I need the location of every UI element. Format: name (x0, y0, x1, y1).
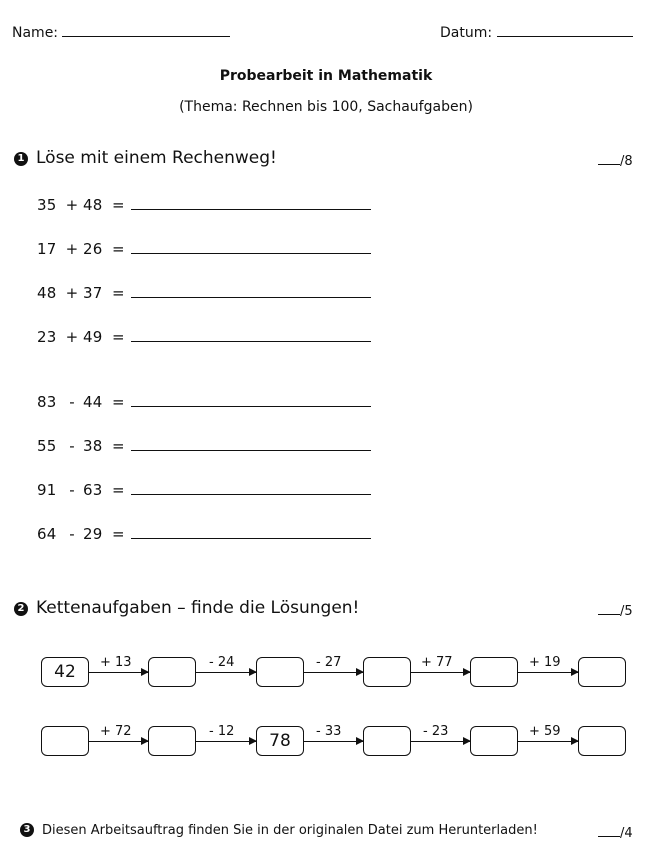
chain-operation: - 24 (209, 655, 235, 670)
chain-box: 42 (41, 657, 89, 687)
page-title: Probearbeit in Mathematik (219, 68, 433, 84)
chain-operation: + 77 (421, 655, 453, 670)
chain-box[interactable] (41, 726, 89, 756)
chain-box[interactable] (363, 657, 411, 687)
chain-box[interactable] (470, 726, 518, 756)
chain-box[interactable] (578, 657, 626, 687)
equation-row: 91 - 63 = (37, 480, 371, 499)
task3-score: /4 (598, 824, 633, 841)
chain-operation: - 12 (209, 724, 235, 739)
arrow-right-icon (196, 741, 256, 742)
chain-box[interactable] (256, 657, 304, 687)
name-line (62, 22, 230, 37)
task1-number: 1 (14, 152, 28, 166)
date-field (440, 22, 633, 41)
chain-operation: + 72 (100, 724, 132, 739)
task2-heading (14, 598, 359, 618)
chain-operation: + 19 (529, 655, 561, 670)
answer-line[interactable] (131, 436, 371, 451)
equation-row: 48 + 37 = (37, 283, 371, 302)
date-line (497, 22, 633, 37)
answer-line[interactable] (131, 327, 371, 342)
name-field (12, 22, 230, 41)
task3-text: Diesen Arbeitsauftrag finden Sie in der originalen Datei zum Herunterladen! (42, 823, 538, 838)
arrow-right-icon (411, 741, 470, 742)
arrow-right-icon (411, 672, 470, 673)
score-blank (598, 602, 620, 615)
answer-line[interactable] (131, 392, 371, 407)
equation-row: 83 - 44 = (37, 392, 371, 411)
task3-note (20, 823, 538, 838)
equation-row: 35 + 48 = (37, 195, 371, 214)
task1-heading (14, 148, 277, 168)
equation-row: 17 + 26 = (37, 239, 371, 258)
arrow-right-icon (518, 741, 578, 742)
task1-instruction: Löse mit einem Rechenweg! (36, 148, 277, 168)
chain-box[interactable] (578, 726, 626, 756)
answer-line[interactable] (131, 480, 371, 495)
name-label: Name: (12, 25, 59, 41)
answer-line[interactable] (131, 239, 371, 254)
date-label: Datum: (440, 25, 493, 41)
answer-line[interactable] (131, 524, 371, 539)
chain-box[interactable] (148, 657, 196, 687)
chain-box[interactable] (363, 726, 411, 756)
task1-score: /8 (598, 152, 633, 169)
arrow-right-icon (89, 741, 148, 742)
equation-row: 55 - 38 = (37, 436, 371, 455)
page-subtitle: (Thema: Rechnen bis 100, Sachaufgaben) (179, 99, 473, 115)
equation-row: 23 + 49 = (37, 327, 371, 346)
task3-number: 3 (20, 823, 34, 837)
arrow-right-icon (89, 672, 148, 673)
chain-operation: + 13 (100, 655, 132, 670)
arrow-right-icon (518, 672, 578, 673)
chain-operation: - 33 (316, 724, 342, 739)
answer-line[interactable] (131, 195, 371, 210)
chain-box[interactable] (148, 726, 196, 756)
arrow-right-icon (304, 672, 363, 673)
task2-score: /5 (598, 602, 633, 619)
task2-instruction: Kettenaufgaben – finde die Lösungen! (36, 598, 360, 618)
chain-box: 78 (256, 726, 304, 756)
task2-number: 2 (14, 602, 28, 616)
arrow-right-icon (196, 672, 256, 673)
chain-operation: + 59 (529, 724, 561, 739)
arrow-right-icon (304, 741, 363, 742)
equation-row: 64 - 29 = (37, 524, 371, 543)
chain-operation: - 23 (423, 724, 449, 739)
score-blank (598, 152, 620, 165)
answer-line[interactable] (131, 283, 371, 298)
chain-box[interactable] (470, 657, 518, 687)
chain-operation: - 27 (316, 655, 342, 670)
score-blank (598, 824, 620, 837)
